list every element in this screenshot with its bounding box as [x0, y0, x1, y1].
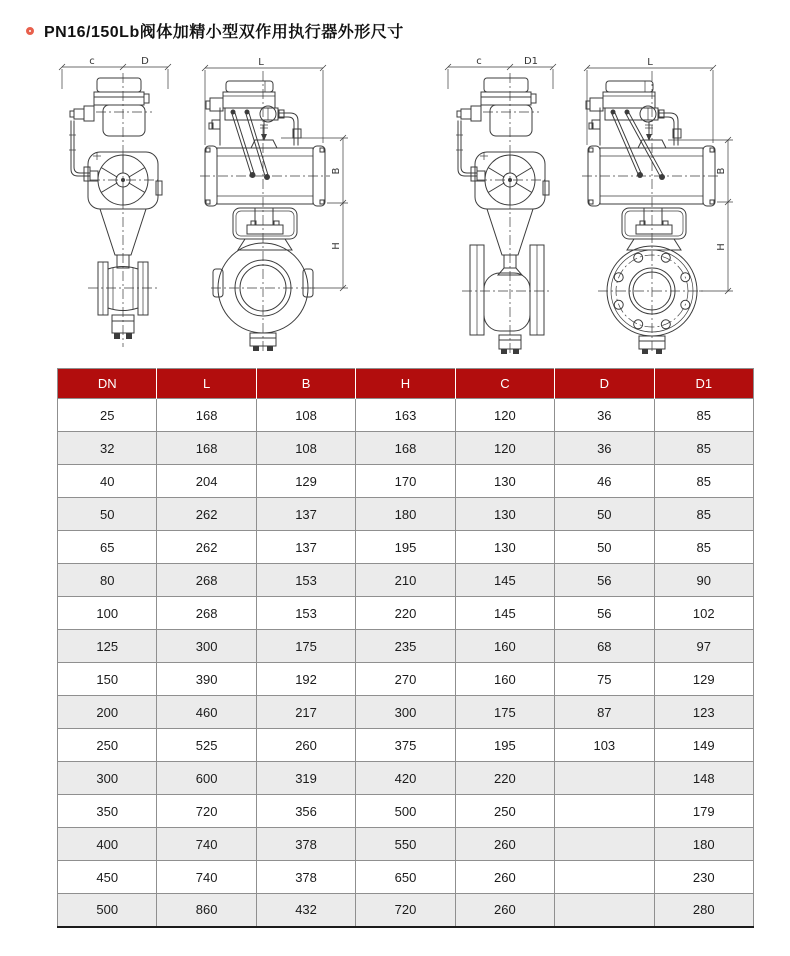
table-cell: 300: [58, 762, 157, 795]
table-cell: 123: [654, 696, 753, 729]
header-row: [58, 369, 754, 399]
table-cell: 195: [356, 531, 455, 564]
column-header: L: [157, 369, 256, 399]
control-box: [206, 81, 284, 122]
table-cell: 525: [157, 729, 256, 762]
table-cell: 268: [157, 564, 256, 597]
table-row: [58, 828, 754, 861]
table-cell: 130: [455, 498, 554, 531]
table-cell: 168: [356, 432, 455, 465]
table-cell: [555, 894, 654, 927]
drawing-side-view-wafer-valve: [40, 55, 220, 355]
dim-label-b: B: [716, 167, 727, 175]
table-cell: 85: [654, 498, 753, 531]
mount-arm: [589, 108, 681, 148]
table-row: [58, 630, 754, 663]
table-cell: 170: [356, 465, 455, 498]
dim-label-c: c: [89, 56, 95, 67]
dimension-lines-cd: [59, 56, 171, 89]
table-cell: 356: [256, 795, 355, 828]
dim-label-l: L: [647, 57, 653, 68]
dim-label-b: B: [331, 167, 342, 175]
pneumatic-cylinder: [582, 146, 720, 206]
column-header: D: [555, 369, 654, 399]
table-cell: 85: [654, 465, 753, 498]
table-cell: 260: [455, 828, 554, 861]
table-cell: 260: [256, 729, 355, 762]
table-row: [58, 762, 754, 795]
table-cell: 50: [555, 531, 654, 564]
table-cell: 56: [555, 597, 654, 630]
table-cell: 36: [555, 399, 654, 432]
table-cell: 160: [455, 630, 554, 663]
table-cell: 75: [555, 663, 654, 696]
column-header: DN: [58, 369, 157, 399]
table-cell: 80: [58, 564, 157, 597]
table-row: [58, 399, 754, 432]
dimension-lines-cd1: [445, 56, 556, 89]
table-cell: 300: [356, 696, 455, 729]
dim-label-d: D: [141, 56, 149, 67]
table-cell: 319: [256, 762, 355, 795]
table-cell: 250: [455, 795, 554, 828]
table-cell: 90: [654, 564, 753, 597]
table-cell: 270: [356, 663, 455, 696]
table-cell: [555, 828, 654, 861]
table-cell: 100: [58, 597, 157, 630]
table-cell: 130: [455, 465, 554, 498]
table-cell: 97: [654, 630, 753, 663]
table-cell: 600: [157, 762, 256, 795]
table-cell: 220: [356, 597, 455, 630]
table-cell: 130: [455, 531, 554, 564]
table-cell: 148: [654, 762, 753, 795]
table-cell: 180: [654, 828, 753, 861]
table-row: [58, 597, 754, 630]
table-row: [58, 564, 754, 597]
table-cell: 432: [256, 894, 355, 927]
dim-label-h: H: [331, 242, 342, 250]
table-cell: 149: [654, 729, 753, 762]
table-cell: 108: [256, 432, 355, 465]
dim-label-l: L: [258, 57, 264, 68]
table-cell: 550: [356, 828, 455, 861]
table-cell: 120: [455, 399, 554, 432]
dimension-lines-bh: [668, 137, 733, 294]
table-cell: 145: [455, 597, 554, 630]
dimensions-table-wrapper: [57, 368, 754, 928]
table-cell: 56: [555, 564, 654, 597]
table-cell: 500: [58, 894, 157, 927]
table-cell: 137: [256, 531, 355, 564]
table-cell: 129: [654, 663, 753, 696]
table-cell: 50: [58, 498, 157, 531]
table-cell: 85: [654, 399, 753, 432]
table-cell: 860: [157, 894, 256, 927]
dimensions-table: [57, 368, 754, 928]
drawing-front-view-flanged-valve: [578, 55, 760, 360]
table-cell: 650: [356, 861, 455, 894]
table-cell: 32: [58, 432, 157, 465]
table-cell: 153: [256, 564, 355, 597]
table-cell: 204: [157, 465, 256, 498]
column-header: B: [256, 369, 355, 399]
table-cell: 137: [256, 498, 355, 531]
table-cell: 460: [157, 696, 256, 729]
table-row: [58, 531, 754, 564]
table-row: [58, 498, 754, 531]
table-cell: [555, 795, 654, 828]
dim-label-c: c: [476, 56, 482, 67]
table-cell: 85: [654, 531, 753, 564]
table-cell: 175: [455, 696, 554, 729]
table-cell: 500: [356, 795, 455, 828]
dim-label-d1: D1: [523, 56, 539, 67]
table-cell: [555, 861, 654, 894]
table-cell: 210: [356, 564, 455, 597]
table-row: [58, 663, 754, 696]
table-cell: 195: [455, 729, 554, 762]
table-cell: 260: [455, 894, 554, 927]
table-cell: 390: [157, 663, 256, 696]
table-cell: 720: [157, 795, 256, 828]
table-cell: 720: [356, 894, 455, 927]
drawing-front-view-wafer-valve: [195, 55, 405, 360]
table-cell: 168: [157, 432, 256, 465]
table-cell: 160: [455, 663, 554, 696]
table-cell: 230: [654, 861, 753, 894]
table-cell: 168: [157, 399, 256, 432]
table-cell: 262: [157, 531, 256, 564]
table-cell: 450: [58, 861, 157, 894]
table-cell: 68: [555, 630, 654, 663]
table-cell: 179: [654, 795, 753, 828]
table-row: [58, 432, 754, 465]
table-cell: 129: [256, 465, 355, 498]
table-cell: 740: [157, 861, 256, 894]
table-row: [58, 795, 754, 828]
table-cell: 163: [356, 399, 455, 432]
actuator-side: [457, 78, 539, 136]
dimension-lines-bh: [281, 135, 348, 291]
table-cell: 145: [455, 564, 554, 597]
table-cell: 103: [555, 729, 654, 762]
table-cell: 420: [356, 762, 455, 795]
table-cell: 262: [157, 498, 256, 531]
table-row: [58, 465, 754, 498]
table-cell: 350: [58, 795, 157, 828]
table-cell: 50: [555, 498, 654, 531]
table-cell: 87: [555, 696, 654, 729]
table-cell: 85: [654, 432, 753, 465]
table-cell: 120: [455, 432, 554, 465]
table-header: [58, 369, 754, 399]
table-cell: 200: [58, 696, 157, 729]
table-row: [58, 861, 754, 894]
table-cell: 102: [654, 597, 753, 630]
table-cell: 268: [157, 597, 256, 630]
table-cell: 235: [356, 630, 455, 663]
table-cell: 36: [555, 432, 654, 465]
table-cell: 375: [356, 729, 455, 762]
valve-body-flanged: [462, 245, 552, 335]
table-cell: 25: [58, 399, 157, 432]
table-cell: 46: [555, 465, 654, 498]
table-cell: 740: [157, 828, 256, 861]
table-cell: 150: [58, 663, 157, 696]
table-cell: 250: [58, 729, 157, 762]
table-cell: 180: [356, 498, 455, 531]
actuator-side: [70, 78, 152, 136]
table-cell: 300: [157, 630, 256, 663]
page-title: PN16/150Lb阀体加精小型双作用执行器外形尺寸: [44, 24, 404, 41]
table-cell: 217: [256, 696, 355, 729]
table-cell: 65: [58, 531, 157, 564]
dim-label-h: H: [716, 243, 727, 251]
table-cell: 192: [256, 663, 355, 696]
drawing-side-view-flanged-valve: [432, 55, 582, 360]
table-cell: 220: [455, 762, 554, 795]
table-cell: 378: [256, 861, 355, 894]
table-row: [58, 894, 754, 927]
table-cell: 378: [256, 828, 355, 861]
column-header: C: [455, 369, 554, 399]
mount-bracket: [622, 208, 686, 250]
column-header: D1: [654, 369, 753, 399]
table-cell: 153: [256, 597, 355, 630]
table-cell: 400: [58, 828, 157, 861]
table-cell: 280: [654, 894, 753, 927]
table-row: [58, 696, 754, 729]
table-cell: 260: [455, 861, 554, 894]
table-cell: 40: [58, 465, 157, 498]
table-cell: 175: [256, 630, 355, 663]
mount-bracket: [233, 208, 297, 250]
table-cell: 108: [256, 399, 355, 432]
technical-drawings: [0, 0, 790, 360]
table-row: [58, 729, 754, 762]
table-cell: 125: [58, 630, 157, 663]
table-cell: [555, 762, 654, 795]
dimension-line-l: [584, 57, 716, 145]
stem-indicator-arrow: [260, 122, 268, 141]
column-header: H: [356, 369, 455, 399]
table-body: [58, 399, 754, 927]
